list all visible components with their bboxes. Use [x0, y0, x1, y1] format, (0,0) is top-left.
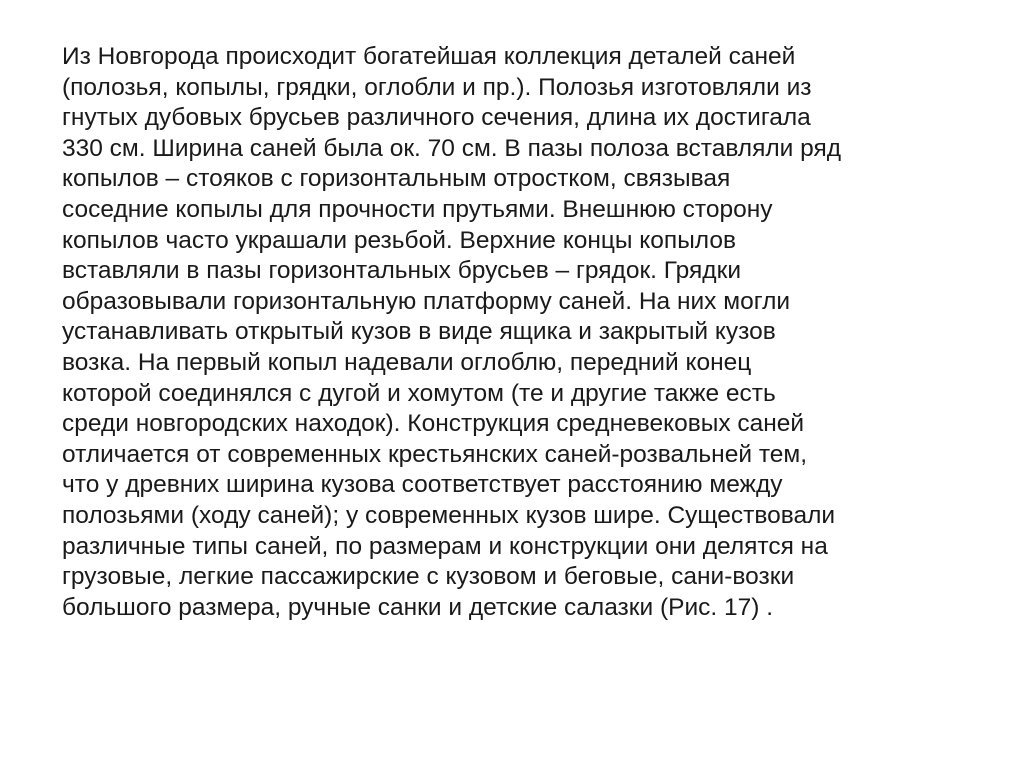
text-line: образовывали горизонтальную платформу саней. На них могли: [62, 287, 791, 315]
text-line: различные типы саней, по размерам и конструкции они делятся на: [62, 532, 828, 560]
text-line: вставляли в пазы горизонтальных брусьев – грядок. Грядки: [62, 257, 742, 285]
text-line: (полозья, копылы, грядки, оглобли и пр.). Полозья изготовляли из: [62, 73, 812, 101]
text-line: гнутых дубовых брусьев различного сечения, длина их достигала: [62, 104, 811, 132]
text-line: устанавливать открытый кузов в виде ящика и закрытый кузов: [62, 318, 776, 346]
text-line: Из Новгорода происходит богатейшая коллекция деталей саней: [62, 43, 796, 70]
text-line: полозьями (ходу саней); у современных кузов шире. Существовали: [62, 501, 836, 529]
text-line: отличается от современных крестьянских саней-розвальней тем,: [62, 440, 808, 468]
text-line: копылов часто украшали резьбой. Верхние концы копылов: [62, 226, 737, 254]
text-line: копылов – стояков с горизонтальным отростком, связывая: [62, 165, 731, 193]
text-line: большого размера, ручные санки и детские салазки (Рис. 17) .: [62, 593, 774, 621]
text-line: грузовые, легкие пассажирские с кузовом и беговые, сани-возки: [62, 563, 795, 591]
text-line: 330 см. Ширина саней была ок. 70 см. В пазы полоза вставляли ряд: [62, 134, 842, 162]
text-line: соседние копылы для прочности прутьями. Внешнюю сторону: [62, 195, 773, 223]
text-line: что у древних ширина кузова соответствует расстоянию между: [62, 471, 783, 499]
text-line: которой соединялся с дугой и хомутом (те и другие также есть: [62, 379, 776, 407]
text-line: возка. На первый копыл надевали оглоблю, передний конец: [62, 348, 752, 376]
slide-body-text: [62, 42, 967, 623]
text-line: среди новгородских находок). Конструкция средневековых саней: [62, 410, 805, 438]
